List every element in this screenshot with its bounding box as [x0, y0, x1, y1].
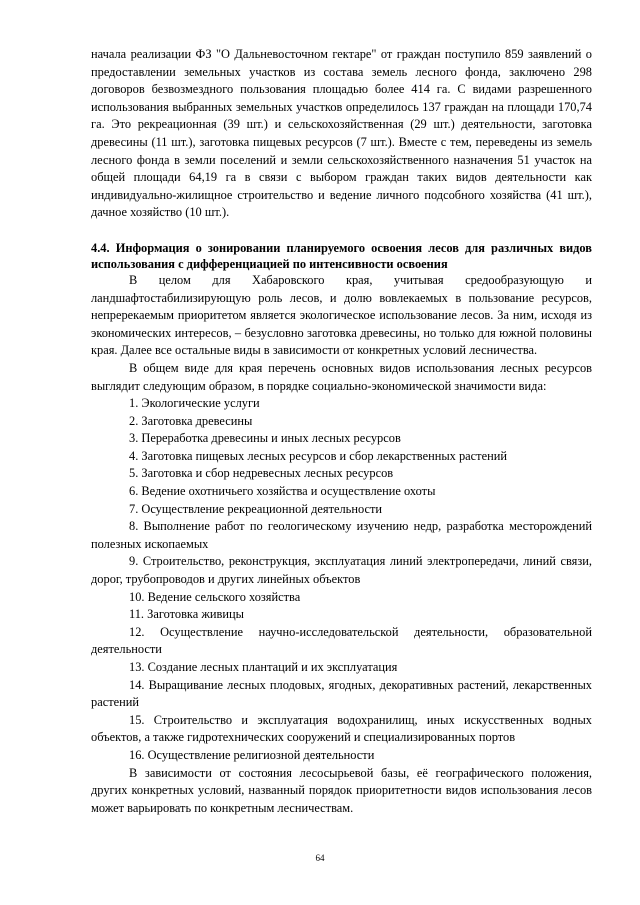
list-item: 11. Заготовка живицы: [129, 607, 244, 622]
list-item: 6. Ведение охотничьего хозяйства и осуществление охоты: [129, 484, 436, 499]
list-item: 9. Строительство, реконструкция, эксплуатация линий электропередачи, линий связи, дорог, трубопроводов и других линейных объектов: [91, 554, 592, 587]
document-page: [91, 46, 592, 817]
paragraph-conclusion: В зависимости от состояния лесосырьевой базы, её географического положения, других конкретных условий, названный порядок приоритетности видов использования лесов может варьировать по конкретным лесничествам.: [91, 765, 592, 815]
list-item: 7. Осуществление рекреационной деятельности: [129, 501, 382, 516]
list-item: 10. Ведение сельского хозяйства: [129, 589, 301, 604]
list-item: 3. Переработка древесины и иных лесных ресурсов: [129, 431, 401, 446]
paragraph-list-intro: В общем виде для края перечень основных видов использования лесных ресурсов выглядит следующим образом, в порядке социально-экономической значимости вида:: [91, 360, 592, 393]
list-item: 16. Осуществление религиозной деятельности: [129, 747, 375, 762]
list-item: 1. Экологические услуги: [129, 396, 260, 411]
list-item: 12. Осуществление научно-исследовательской деятельности, образовательной деятельности: [91, 624, 592, 657]
spacer: [91, 222, 592, 240]
use-types-list: [91, 395, 592, 764]
paragraph-intro: начала реализации ФЗ "О Дальневосточном гектаре" от граждан поступило 859 заявлений о предоставлении земельных участков из состава земель лесного фонда, заключено 298 договоров безвозмездного пользования площадью более 414 га. С видами разрешенного использования выбранных земельных участков определилось 137 граждан на площади 170,74 га. Это рекреационная (39 шт.) и сельскохозяйственная (29 шт.) деятельности, заготовка древесины (11 шт.), заготовка пищевых ресурсов (7 шт.). Вместе с тем, переведены из земель лесного фонда в земли поселений и земли сельскохозяйственного назначения 51 участок на общей площади 64,19 га в связи с выбором граждан таких видов деятельности как индивидуально-жилищное строительство и ведение личного подсобного хозяйства (41 шт.), дачное хозяйство (10 шт.).: [91, 47, 592, 220]
list-item: 13. Создание лесных плантаций и их эксплуатация: [129, 660, 398, 674]
page-number: 64: [315, 853, 325, 863]
list-item: 8. Выполнение работ по геологическому изучению недр, разработка месторождений полезных ископаемых: [91, 519, 592, 551]
list-item: 15. Строительство и эксплуатация водохранилищ, иных искусственных водных объектов, а также гидротехнических сооружений и специализированных портов: [91, 712, 592, 745]
list-item: 2. Заготовка древесины: [129, 413, 253, 428]
list-item: 5. Заготовка и сбор недревесных лесных ресурсов: [129, 466, 394, 481]
list-item: 14. Выращивание лесных плодовых, ягодных, декоративных растений, лекарственных растений: [91, 677, 592, 710]
list-item: 4. Заготовка пищевых лесных ресурсов и сбор лекарственных растений: [129, 448, 507, 463]
section-heading: 4.4. Информация о зонировании планируемого освоения лесов для различных видов использования с дифференциацией по интенсивности освоения: [91, 240, 592, 271]
paragraph-priority: В целом для Хабаровского края, учитывая средообразующую и ландшафтостабилизирующую роль лесов, и долю вовлекаемых в пользование ресурсов, непререкаемым приоритетом является экологическое использование лесов. За ним, исходя из экономических интересов, – безусловно заготовка древесины, но только для южной половины края. Далее все остальные виды в зависимости от конкретных условий лесничества.: [91, 272, 592, 358]
